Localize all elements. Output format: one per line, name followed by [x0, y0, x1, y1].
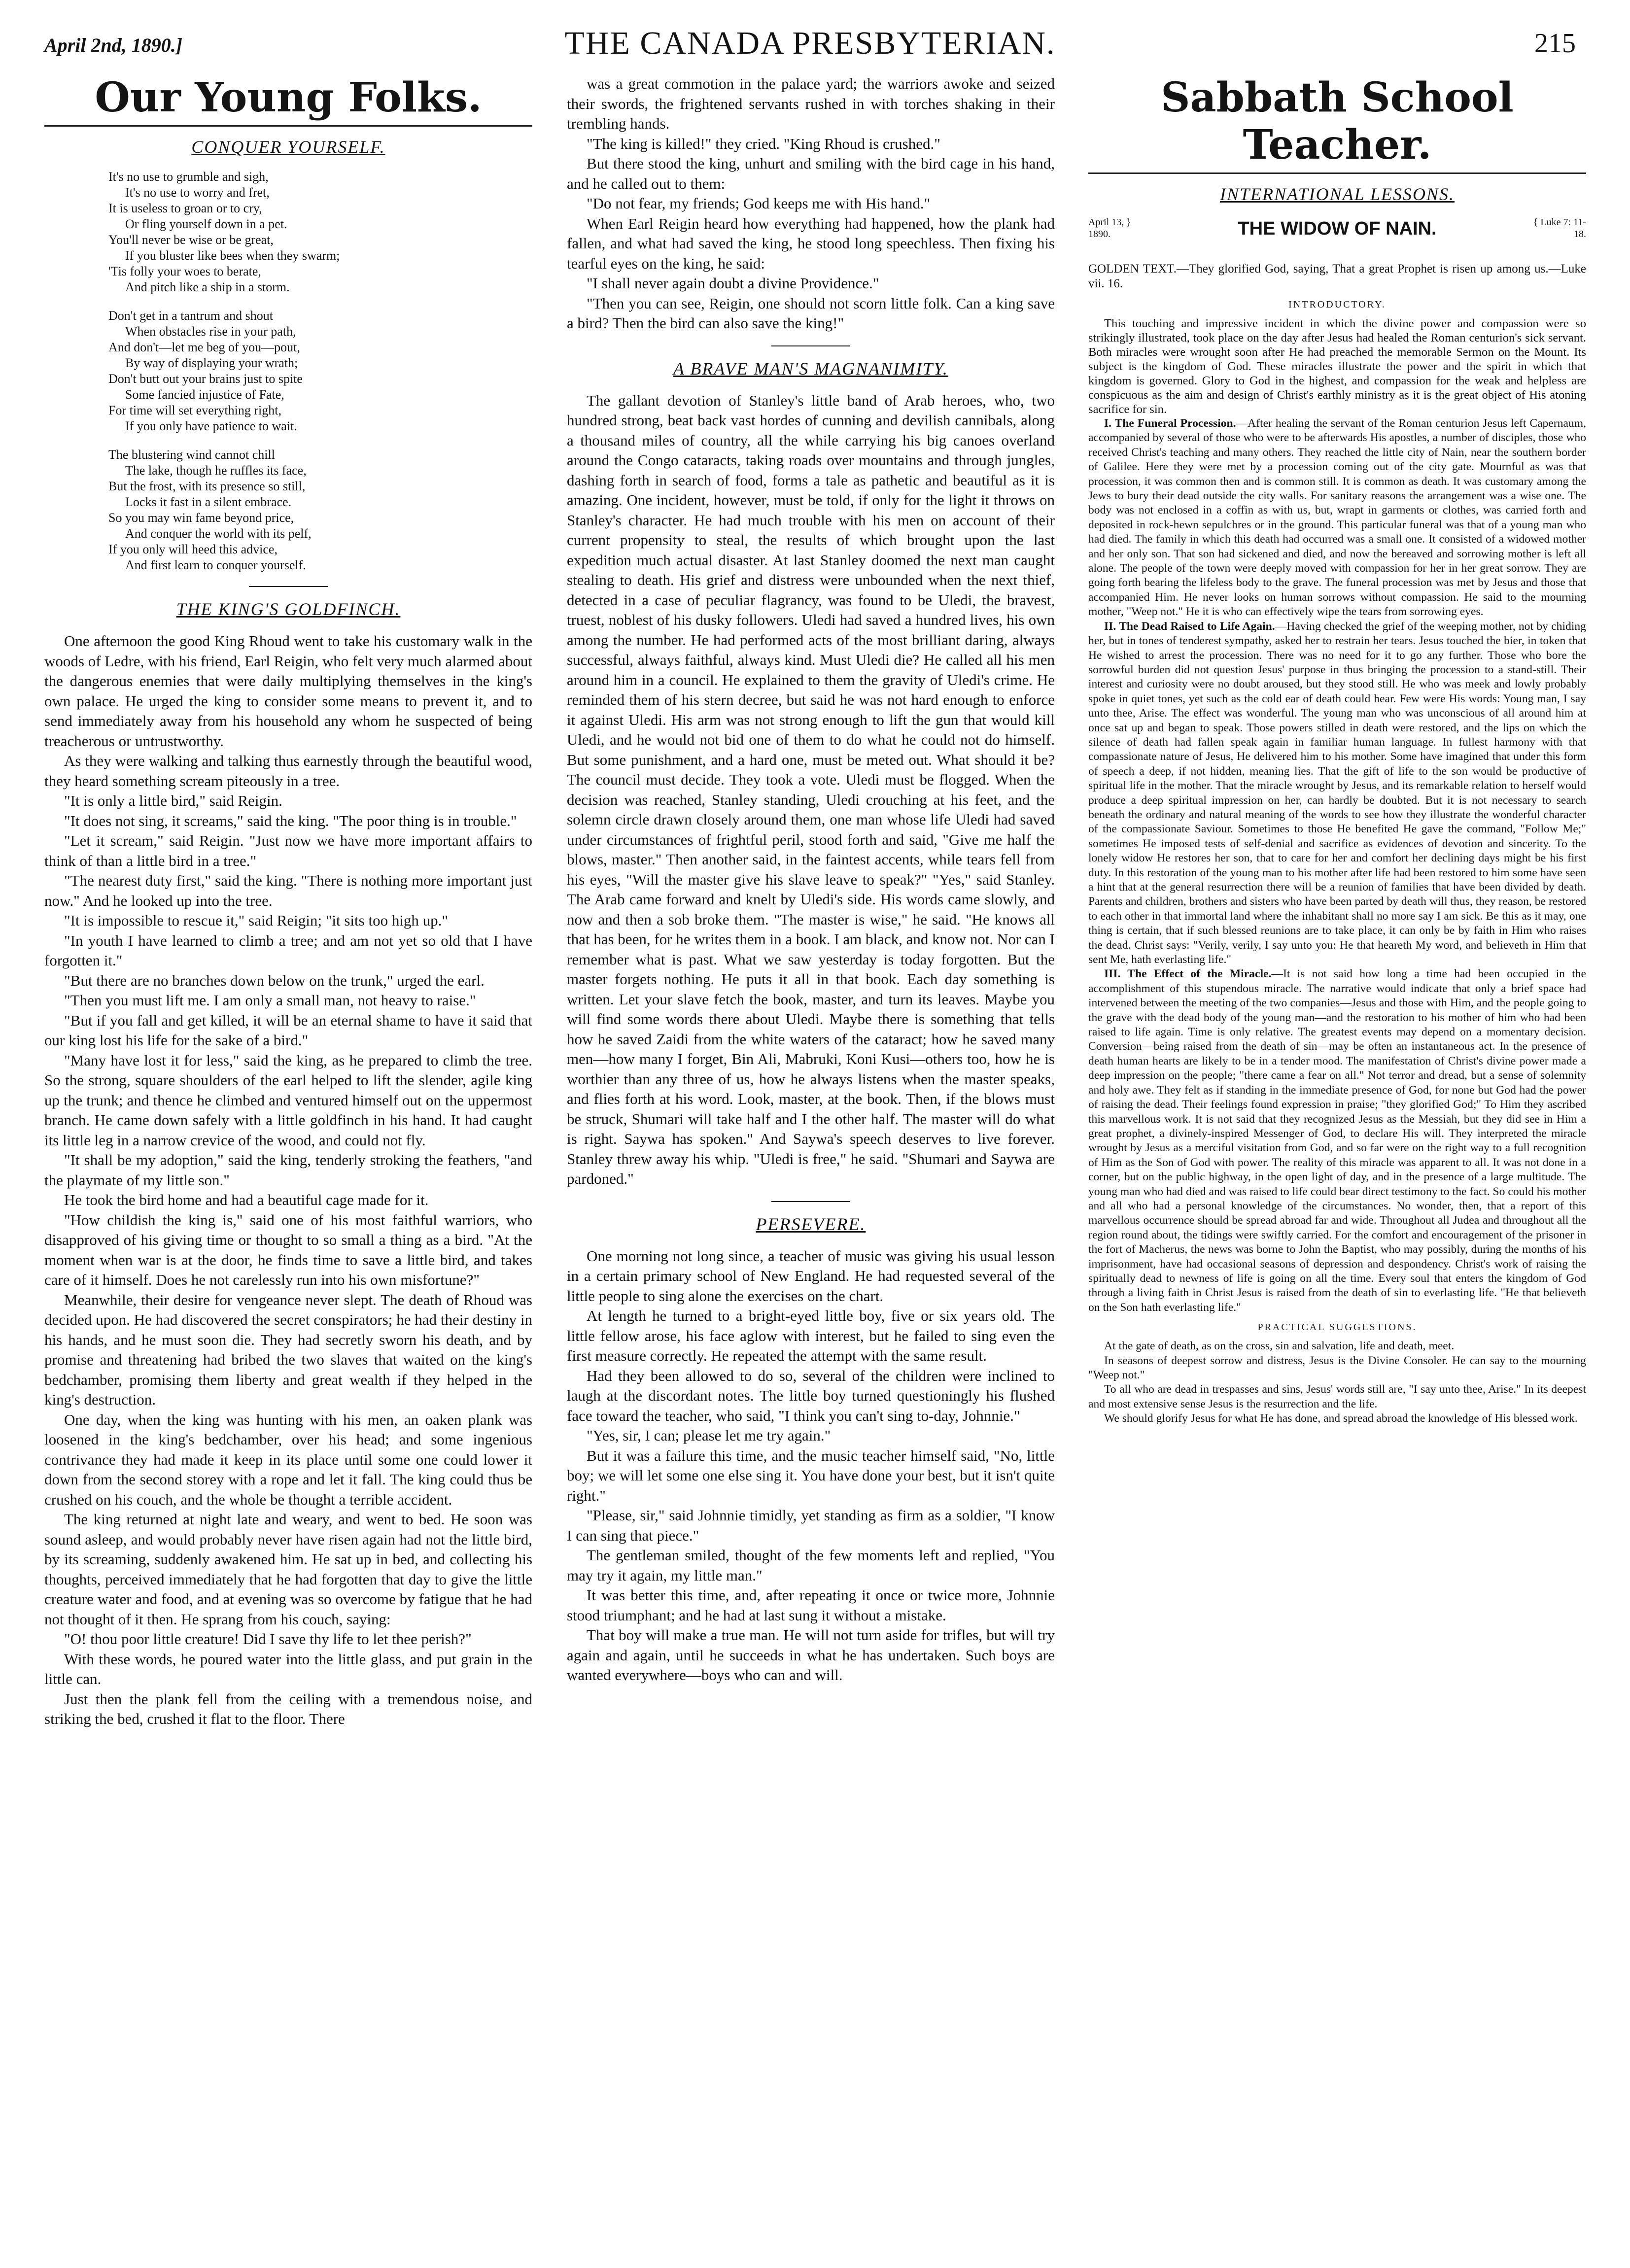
introductory-heading: INTRODUCTORY. — [1288, 299, 1386, 310]
poem-line: Some fancied injustice of Fate, — [125, 387, 284, 402]
goldfinch-paragraph: "Then you can see, Reigin, one should not scorn little folk. Can a king save a bird? Then the bird can also save the king!" — [567, 294, 1055, 332]
persevere-title: PERSEVERE. — [756, 1214, 866, 1234]
masthead-rule — [1088, 172, 1586, 174]
poem-line: Locks it fast in a silent embrace. — [125, 495, 292, 509]
conquer-yourself-poem — [108, 169, 532, 573]
practical-suggestions-body — [1088, 1339, 1586, 1426]
persevere-paragraph: "Please, sir," said Johnnie timidly, yet standing as firm as a soldier, "I know I can sing that piece." — [567, 1507, 1055, 1544]
lesson-reference: { Luke 7: 11-18. — [1533, 217, 1586, 240]
persevere-paragraph: "Yes, sir, I can; please let me try again." — [587, 1427, 831, 1444]
goldfinch-paragraph: "I shall never again doubt a divine Providence." — [587, 275, 879, 292]
goldfinch-paragraph: One day, when the king was hunting with his men, an oaken plank was loosened in the king's bedchamber, over his head; and some ingenious contrivance they had made it keep in its place until some one could lower it down from the second storey with a rope and let it fall. The king could thus be crushed on his couch, and the whole be thought a terrible accident. — [44, 1410, 532, 1508]
goldfinch-paragraph: "Do not fear, my friends; God keeps me with His hand." — [587, 195, 931, 212]
conquer-yourself-title: CONQUER YOURSELF. — [191, 137, 385, 157]
poem-line: For time will set everything right, — [108, 403, 281, 417]
poem-line: When obstacles rise in your path, — [125, 324, 296, 339]
poem-line: It's no use to grumble and sigh, — [108, 170, 269, 184]
poem-line: Don't get in a tantrum and shout — [108, 309, 273, 323]
goldfinch-paragraph: He took the bird home and had a beautiful cage made for it. — [64, 1191, 429, 1208]
goldfinch-paragraph: "It is impossible to rescue it," said Reigin; "it sits too high up." — [64, 912, 449, 929]
goldfinch-paragraph: The king returned at night late and weary, and went to bed. He soon was sound asleep, and would probably never have risen again had not the little bird, by its screaming, suddenly awakened him. He sat up in bed, and collecting his thoughts, perceived immediately that he had forgotten that day to give the little creature water and food, and at evening was so overcome by fatigue that he had not thought of it then. He sprang from his couch, saying: — [44, 1511, 532, 1628]
introductory-text: This touching and impressive incident in which the divine power and compassion were so strikingly illustrated, took place on the day after Jesus had healed the Roman centurion's sick servant. Both miracles were wrought soon after He had preached the memorable Sermon on the Mount. Its subject is the kingdom of God. These miracles illustrate the power and the spirit in which that kingdom is governed. Glory to God in the highest, and compassion for the weak and helpless are conspicuous as the aim and design of Christ's earthly ministry as it is the great object of His atoning sacrifice for sin. — [1088, 317, 1586, 416]
lesson-heading — [1088, 216, 1586, 262]
persevere-paragraph: It was better this time, and, after repeating it once or twice more, Johnnie stood triumphant; and he had at last sung it without a mistake. — [567, 1586, 1055, 1624]
poem-line: But the frost, with its presence so still, — [108, 479, 306, 493]
goldfinch-paragraph: With these words, he poured water into the little glass, and put grain in the little can. — [44, 1650, 532, 1687]
column-young-folks — [44, 74, 532, 2252]
practical-suggestion: We should glorify Jesus for what He has done, and spread abroad the knowledge of His blessed work. — [1104, 1412, 1578, 1425]
goldfinch-paragraph: "Many have lost it for less," said the king, as he prepared to climb the tree. So the strong, square shoulders of the earl helped to lift the slender, agile king up the trunk; and thence he climbed and ventured himself out on the uppermost branch. He came down safely with a little goldfinch in his hand. It had caught its little leg in a narrow crevice of the wood, and could not fly. — [44, 1051, 532, 1149]
poem-line: If you bluster like bees when they swarm; — [125, 248, 340, 263]
goldfinch-paragraph: Meanwhile, their desire for vengeance never slept. The death of Rhoud was decided upon. He had discovered the secret conspirators; he had their destiny in his hands, and he must soon die. They had secretly sworn his death, and by promise and threatening had bribed the two slaves that waited on the king's bedchamber, promising them liberty and great wealth if they helped in the king's destruction. — [44, 1291, 532, 1408]
poem-stanza — [108, 447, 532, 573]
poem-line: If you only will heed this advice, — [108, 542, 277, 556]
goldfinch-paragraph: "It does not sing, it screams," said the king. "The poor thing is in trouble." — [64, 812, 517, 829]
introductory-body — [1088, 316, 1586, 416]
poem-line: And don't—let me beg of you—pout, — [108, 340, 300, 354]
practical-suggestion: In seasons of deepest sorrow and distress, Jesus is the Divine Consoler. He can say to the mourning "Weep not." — [1088, 1354, 1586, 1381]
goldfinch-paragraph: One afternoon the good King Rhoud went to take his customary walk in the woods of Ledre, with his friend, Earl Reigin, who felt very much alarmed about the dangerous enemies that were daily multiplying themselves in the king's own palace. He urged the king to consider some means to prevent it, and to send immediately away from his household any whom he suspected of being treacherous or untrustworthy. — [44, 632, 532, 750]
lesson-sections — [1088, 416, 1586, 1315]
poem-line: And first learn to conquer yourself. — [125, 558, 306, 572]
lesson-title: THE WIDOW OF NAIN. — [1238, 218, 1437, 239]
practical-suggestions-heading: PRACTICAL SUGGESTIONS. — [1257, 1322, 1417, 1333]
brave-man-paragraph: The gallant devotion of Stanley's little band of Arab heroes, who, two hundred strong, beat back vast hordes of cunning and devilish cannibals, along a thousand miles of country, all the while carrying his big canoes overland around the Congo cataracts, taking roads over mountains and through jungles, dashing forth in search of food, forms a tale as pathetic and beautiful as it is amazing. One incident, however, must be told, if only for the light it throws on Stanley's character. He had much trouble with his men on account of their current propensity to steal, the results of which brought upon the last expedition much actual disaster. At last Stanley doomed the next man caught stealing to death. His grief and distress were unbounded when the next thief, detected in a case of peculiar flagrancy, was found to be Uledi, the bravest, truest, noblest of his dusky followers. Uledi had saved a hundred lives, his own among the number. He had performed acts of the most brilliant daring, always successful, always faithful, always kind. Must Uledi die? He called all his men around him in a council. He explained to them the gravity of Uledi's crime. He reminded them of his stern decree, but said he was not hard enough to enforce it against Uledi. His arm was not strong enough to lift the gun that would kill Uledi, and he would not bid one of them to do what he could not do himself. But some punishment, and a hard one, must be meted out. What should it be? The council must decide. They took a vote. Uledi must be flogged. When the decision was reached, Stanley standing, Uledi crouching at his feet, and the solemn circle drawn closely around them, one man whose life Uledi had saved under circumstances of frightful peril, stood forth and said, "Give me half the blows, master." Then another said, in the faintest accents, while tears fell from his eyes, "Will the master give his slave leave to speak?" "Yes," said Stanley. The Arab came forward and knelt by Uledi's side. His words came slowly, and now and then a sob broke them. "The master is wise," he said. "He knows all that has been, for he writes them in a book. I am black, and know not. Nor can I remember what is past. What we saw yesterday is today forgotten. But the master forgets nothing. He puts it all in that book. Each day something is written. Let your slave fetch the book, master, and turn its leaves. Maybe you will find some words there about Uledi. Maybe there is something that tells how he saved Zaidi from the white waters of the cataract; how he saved many men—how many I forget, Bin Ali, Mabruki, Koni Kusi—others too, how he is worthier than any three of us, how he always listens when the master speaks, and flies forth at his word. Look, master, at the book. Then, if the blows must be struck, Shumari will take half and I the other half. The master will do what is right. Saywa has spoken." And Saywa's speech deserves to live forever. Stanley threw away his whip. "Uledi is free," he said. "Shumari and Saywa are pardoned." — [567, 391, 1055, 1187]
goldfinch-paragraph: "The king is killed!" they cried. "King Rhoud is crushed." — [587, 135, 940, 152]
persevere-paragraph: One morning not long since, a teacher of music was giving his usual lesson in a certain primary school of New England. He had requested several of the little people to sing alone the exercises on the chart. — [567, 1247, 1055, 1305]
goldfinch-paragraph: "Let it scream," said Reigin. "Just now we have more important affairs to think of than a little bird in a tree." — [44, 832, 532, 869]
lesson-section-text: —After healing the servant of the Roman centurion Jesus left Capernaum, accompanied by several of those who were to be afterwards His apostles, a number of disciples, those who received Christ's teaching and many others. They reached the little city of Nain, near the southern border of Galilee. Here they were met by a procession coming out of the city gate. Mournful as was that procession, it was common then and is common still. It is common as death. It was customary among the Jews to bury their dead outside the city walls. For sanitary reasons the arrangement was a wise one. The body was not enclosed in a coffin as with us, but, wrapt in garments or clothes, was carried forth and deposited in rock-hewn sepulchres or in the ground. This particular funeral was that of a young man who had died. The family in which this death had occurred was a small one. It consisted of a widowed mother and her only son. That son had sickened and died, and now the bereaved and sorrowing mother is left all alone. The people of the town were deeply moved with compassion for her in her great sorrow. They are going forth bearing the lifeless body to the grave. The funeral procession was met by Jesus and those that accompanied Him. He never looks on human sorrows without compassion. He said to the mourning mother, "Weep not." He it is who can effectively wipe the tears from sorrowing eyes. — [1088, 417, 1586, 619]
newspaper-title: THE CANADA PRESBYTERIAN. — [564, 25, 1056, 61]
goldfinch-paragraph: "It is only a little bird," said Reigin. — [64, 792, 282, 809]
persevere-body — [567, 1246, 1055, 1685]
column-sabbath-school — [1088, 74, 1586, 2252]
poem-line: 'Tis folly your woes to berate, — [108, 264, 261, 278]
lesson-section-heading: II. The Dead Raised to Life Again. — [1104, 619, 1275, 633]
poem-line: It is useless to groan or to cry, — [108, 201, 262, 215]
lesson-section-text: —It is not said how long a time had been occupied in the accomplishment of this stupendous miracle. The narrative would indicate that only a brief space had intervened between the meeting of the two companies—Jesus and those with Him, and the people going to the grave with the dead body of the young man—and the restoration to his mother of him who had been raised to life again. Time is only relative. The greatest events may depend on a momentary decision. Conversion—being raised from the death of sin—may be often an instantaneous act. In the presence of death human hearts are likely to be in a tender mood. The manifestation of Christ's divine power made a deep impression on the people; "there came a fear on all." Not terror and dread, but a sense of solemnity and holy awe. They felt as if standing in the immediate presence of God, for none but God had the power of raising the dead. Their feelings found expression in praise; "they glorified God;" To Him they ascribed this marvellous work. It is not said that they recognized Jesus as the Messiah, but they did see in Him a great prophet, a divinely-inspired Messenger of God, to declare His will. They interpreted the miracle wrought by Jesus as a merciful visitation from God, and so far were on the right way to a full recognition of Him as the Son of God with power. The reality of this miracle was apparent to all. It was not done in a corner, but on the public highway, in the open light of day, and in the presence of a large multitude. The young man who had died and was raised to life could bear direct testimony to the fact. So could his mother and all who had a personal knowledge of the circumstances. No wonder, then, that a report of this marvellous occurrence should be spread abroad far and wide. Throughout all Judea and throughout all the region round about, the tidings were swiftly carried. For the comfort and encouragement of the prisoner in the fort of Macherus, the news was borne to John the Baptist, who may possibly, during the months of his imprisonment, have had occasional seasons of depression and despondency. Christ's work of raising the spiritually dead to newness of life is going on all the time. Every soul that enters the kingdom of God through a living faith in Christ Jesus is raised from the death of sin to everlasting life. "He that believeth on the Son hath everlasting life." — [1088, 967, 1586, 1314]
golden-text: GOLDEN TEXT.—They glorified God, saying, That a great Prophet is risen up among us.—Luke vii. 16. — [1088, 262, 1586, 290]
practical-suggestion: To all who are dead in trespasses and sins, Jesus' words still are, "I say unto thee, Arise." In its deepest and most extensive sense Jesus is the resurrection and the life. — [1088, 1383, 1586, 1410]
goldfinch-paragraph: But there stood the king, unhurt and smiling with the bird cage in his hand, and he called out to them: — [567, 155, 1055, 192]
goldfinch-paragraph: "Then you must lift me. I am only a small man, not heavy to raise." — [64, 992, 476, 1009]
goldfinch-paragraph: "The nearest duty first," said the king. "There is nothing more important just now." And he looked up into the tree. — [44, 872, 532, 909]
goldfinch-paragraph: "How childish the king is," said one of his most faithful warriors, who disapproved of his giving time or thought to so small a thing as a bird. "At the moment when war is at the door, he finds time to save a little bird, and takes care of it himself. Does he not carelessly run into his own misfortune?" — [44, 1211, 532, 1288]
lesson-section-heading: III. The Effect of the Miracle. — [1104, 967, 1272, 981]
lesson-date: April 13, } 1890. — [1088, 217, 1131, 240]
lesson-section-paragraph — [1088, 416, 1586, 619]
poem-line: Or fling yourself down in a pet. — [125, 217, 287, 231]
goldfinch-paragraph: Just then the plank fell from the ceiling with a tremendous noise, and striking the bed, crushed it flat to the floor. There — [44, 1690, 532, 1727]
goldfinch-paragraph: "But if you fall and get killed, it will be an eternal shame to have it said that our king lost his life for the sake of a bird." — [44, 1011, 532, 1049]
persevere-paragraph: But it was a failure this time, and the music teacher himself said, "No, little boy; we will let some one else sing it. You have done your best, but it isn't quite right." — [567, 1446, 1055, 1504]
page-number: 215 — [1534, 28, 1576, 59]
goldfinch-paragraph: "In youth I have learned to climb a tree; and am not yet so old that I have forgotten it." — [44, 931, 532, 969]
poem-stanza — [108, 169, 532, 295]
kings-goldfinch-title: THE KING'S GOLDFINCH. — [176, 599, 401, 619]
section-divider — [771, 345, 850, 346]
poem-line: And pitch like a ship in a storm. — [125, 280, 290, 294]
sabbath-school-masthead: Sabbath School Teacher. — [1161, 74, 1514, 169]
goldfinch-paragraph: "O! thou poor little creature! Did I save thy life to let thee perish?" — [64, 1630, 472, 1648]
goldfinch-paragraph: was a great commotion in the palace yard; the warriors awoke and seized their swords, the frightened servants rushed in with torches shaking in their trembling hands. — [567, 75, 1055, 132]
poem-line: It's no use to worry and fret, — [125, 185, 270, 200]
poem-line: You'll never be wise or be great, — [108, 233, 274, 247]
lesson-section-text: —Having checked the grief of the weeping mother, not by chiding her, but in tones of tenderest sympathy, asked her to restrain her tears. Jesus touched the bier, in token that He wished to arrest the procession. There was no need for it to go any further. Those who bore the sorrowful burden did not question Jesus' purpose in thus bringing the procession to a stand-still. Their interest and curiosity were no doubt aroused, but they stood still. He who was meek and lowly probably spoke in quiet tones, yet such as the cold ear of death could hear. Few were His words: Young man, I say unto thee, Arise. The effect was wonderful. The young man who was unconscious of all around him at once sat up and began to speak. Those powers stilled in death were restored, and the lips on which the silence of death had fallen speak again in familiar human language. In fullest harmony with that compassionate nature of Jesus, He delivered him to his mother. Some have imagined that under this form of speech a deep, if not hidden, meaning lies. That the gift of life to the son would be productive of spiritual life in the mother. That the miracle wrought by Jesus, and its remarkable relation to herself would produce a deep spiritual impression on her, can hardly be doubted. But it is not necessary to search beneath the ordinary and natural meaning of the words to see how they illustrate the wonderful character of the compassionate Saviour. Sometimes to those He benefited He gave the command, "Follow Me;" sometimes He imposed tests of self-denial and sacrifice as evidences of devotion and sincerity. To the lonely widow He restores her son, that to care for her and comfort her declining days might be his first duty. In this restoration of the young man to his mother after life had been restored to him some have seen a hint that at the general resurrection there will be a reunion of families that have been divided by death. Parents and children, brothers and sisters who have been parted by death will thus, they reason, be restored to each other in that immortal land where the inhabitant shall no more say I am sick. Be this as it may, one thing is certain, that if such blessed reunions are to take place, it can only be by faith in Him who raises the dead. Christ says: "Verily, verily, I say unto you: He that heareth My word, and believeth in Him that sent Me, hath everlasting life." — [1088, 619, 1586, 966]
kings-goldfinch-continued — [567, 74, 1055, 334]
kings-goldfinch-body — [44, 631, 532, 1729]
international-lessons-subtitle: INTERNATIONAL LESSONS. — [1219, 184, 1455, 204]
persevere-paragraph: Had they been allowed to do so, several of the children were inclined to laugh at the discordant notes. The little boy turned questioningly his flushed face toward the teacher, who said, "I think you can't sing to-day, Johnnie." — [567, 1367, 1055, 1424]
lesson-section-paragraph — [1088, 619, 1586, 967]
goldfinch-paragraph: As they were walking and talking thus earnestly through the beautiful wood, they heard something scream piteously in a tree. — [44, 752, 532, 790]
persevere-paragraph: The gentleman smiled, thought of the few moments left and replied, "You may try it again, my little man." — [567, 1546, 1055, 1584]
young-folks-masthead: Our Young Folks. — [95, 74, 482, 121]
poem-stanza — [108, 308, 532, 434]
section-divider — [771, 1201, 850, 1202]
goldfinch-paragraph: "But there are no branches down below on the trunk," urged the earl. — [64, 971, 485, 989]
poem-line: The lake, though he ruffles its face, — [125, 463, 307, 478]
persevere-paragraph: That boy will make a true man. He will not turn aside for trifles, but will try again and again, until he succeeds in what he has undertaken. Such boys are wanted everywhere—boys who can and will. — [567, 1626, 1055, 1684]
poem-line: If you only have patience to wait. — [125, 419, 297, 433]
goldfinch-paragraph: "It shall be my adoption," said the king, tenderly stroking the feathers, "and the playmate of my little son." — [44, 1151, 532, 1189]
persevere-paragraph: At length he turned to a bright-eyed little boy, five or six years old. The little fellow arose, his face aglow with interest, but he failed to sing even the first measure correctly. He repeated the attempt with the same result. — [567, 1307, 1055, 1364]
brave-mans-magnanimity-title: A BRAVE MAN'S MAGNANIMITY. — [673, 358, 948, 378]
poem-line: So you may win fame beyond price, — [108, 511, 294, 525]
practical-suggestion: At the gate of death, as on the cross, sin and salvation, life and death, meet. — [1104, 1340, 1455, 1353]
poem-line: And conquer the world with its pelf, — [125, 526, 312, 541]
poem-line: The blustering wind cannot chill — [108, 447, 275, 462]
goldfinch-paragraph: When Earl Reigin heard how everything had happened, how the plank had fallen, and what had saved the king, he stood long speechless. Then fixing his tearful eyes on the king, he said: — [567, 214, 1055, 272]
section-divider — [249, 586, 328, 587]
poem-line: Don't butt out your brains just to spite — [108, 372, 303, 386]
page-header — [44, 25, 1576, 69]
issue-date: April 2nd, 1890.] — [44, 34, 183, 56]
lesson-section-heading: I. The Funeral Procession. — [1104, 417, 1236, 430]
lesson-section-paragraph — [1088, 967, 1586, 1315]
masthead-rule — [44, 125, 532, 127]
poem-line: By way of displaying your wrath; — [125, 356, 298, 370]
column-middle — [567, 74, 1055, 2252]
brave-mans-magnanimity-body — [567, 391, 1055, 1189]
